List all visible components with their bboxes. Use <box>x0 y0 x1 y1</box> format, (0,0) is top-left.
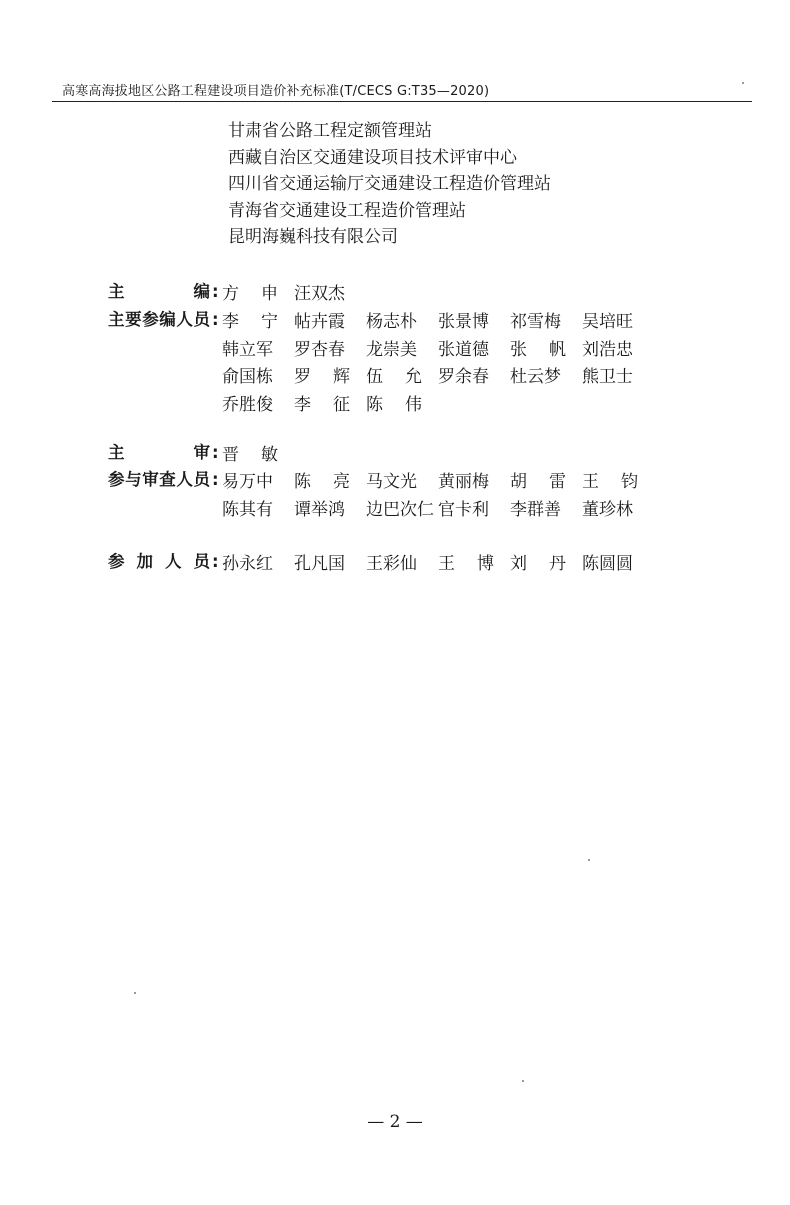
person-name: 李群善 <box>510 499 561 520</box>
role-label <box>108 389 222 417</box>
role-label-char: 参 <box>108 470 125 489</box>
person-name: 王 钧 <box>582 472 638 493</box>
person-name: 罗杏春 <box>294 339 345 360</box>
person-name: 王彩仙 <box>366 554 417 575</box>
person-name: 谭举鸿 <box>294 499 345 520</box>
role-label-char: 编 <box>193 282 210 301</box>
person-name: 方 申 <box>222 284 278 305</box>
person-name: 俞国栋 <box>222 367 273 388</box>
name-list <box>222 549 654 574</box>
role-label-char: 参 <box>142 310 159 329</box>
person-name: 张 帆 <box>510 339 566 360</box>
role-label <box>108 439 222 467</box>
role-label-char: 员 <box>193 470 210 489</box>
person-name: 汪双杰 <box>294 284 345 305</box>
person-name: 帖卉霞 <box>294 312 345 333</box>
role-label <box>108 361 222 389</box>
role-row <box>108 494 654 522</box>
role-label <box>108 278 222 306</box>
role-block <box>108 439 294 467</box>
role-label-char: 审 <box>193 443 210 462</box>
role-label-char: 人 <box>176 470 193 489</box>
scan-speck <box>522 1080 524 1082</box>
role-block <box>108 466 654 521</box>
role-label-colon: : <box>212 552 219 571</box>
role-label-colon: : <box>212 470 219 489</box>
role-label-char: 编 <box>159 310 176 329</box>
person-name: 乔胜俊 <box>222 394 273 415</box>
person-name: 熊卫士 <box>582 367 633 388</box>
organization-item: 青海省交通建设工程造价管理站 <box>228 200 466 221</box>
role-row <box>108 548 654 576</box>
name-list <box>222 390 438 415</box>
name-list <box>222 440 294 465</box>
person-name: 吴培旺 <box>582 312 633 333</box>
scan-speck <box>134 992 136 994</box>
role-block <box>108 306 654 416</box>
name-list <box>222 362 654 387</box>
person-name: 李 征 <box>294 394 350 415</box>
header-rule <box>52 101 752 102</box>
role-label-char: 审 <box>142 470 159 489</box>
name-list <box>222 335 654 360</box>
name-list <box>222 279 366 304</box>
role-label-char: 员 <box>193 552 210 571</box>
role-row <box>108 306 654 334</box>
name-list <box>222 467 654 492</box>
role-label-char: 人 <box>176 310 193 329</box>
person-name: 董珍林 <box>582 499 633 520</box>
role-row <box>108 278 366 306</box>
person-name: 韩立军 <box>222 339 273 360</box>
person-name: 罗 辉 <box>294 367 350 388</box>
role-label-char: 主 <box>108 310 125 329</box>
role-block <box>108 278 366 306</box>
role-label-char: 主 <box>108 282 125 301</box>
role-row <box>108 389 654 417</box>
person-name: 王 博 <box>438 554 494 575</box>
role-label <box>108 548 222 576</box>
organization-item: 西藏自治区交通建设项目技术评审中心 <box>228 147 517 168</box>
organization-item: 昆明海巍科技有限公司 <box>228 227 398 247</box>
name-list <box>222 495 654 520</box>
person-name: 陈 伟 <box>366 394 422 415</box>
person-name: 罗余春 <box>438 367 489 388</box>
person-name: 张道德 <box>438 339 489 360</box>
name-list <box>222 307 654 332</box>
role-row <box>108 466 654 494</box>
scan-speck <box>742 82 744 84</box>
role-label-char: 人 <box>165 552 182 571</box>
person-name: 孔凡国 <box>294 554 345 575</box>
person-name: 陈其有 <box>222 499 273 520</box>
role-label-char: 加 <box>136 552 153 571</box>
role-label-char: 要 <box>125 310 142 329</box>
person-name: 刘浩忠 <box>582 339 633 360</box>
person-name: 晋 敏 <box>222 445 278 466</box>
person-name: 孙永红 <box>222 554 273 575</box>
role-label-char: 主 <box>108 443 125 462</box>
scan-speck <box>588 859 590 861</box>
role-row <box>108 361 654 389</box>
person-name: 伍 允 <box>366 367 422 388</box>
organization-item: 甘肃省公路工程定额管理站 <box>228 121 432 141</box>
role-label <box>108 334 222 362</box>
role-label-colon: : <box>212 310 219 329</box>
person-name: 祁雪梅 <box>510 312 561 333</box>
person-name: 胡 雷 <box>510 472 566 493</box>
role-label-colon: : <box>212 443 219 462</box>
person-name: 杨志朴 <box>366 312 417 333</box>
person-name: 马文光 <box>366 472 417 493</box>
person-name: 易万中 <box>222 472 273 493</box>
role-label-char: 员 <box>193 310 210 329</box>
role-label <box>108 306 222 334</box>
person-name: 官卡利 <box>438 499 489 520</box>
page-number: — 2 — <box>367 1112 423 1132</box>
organization-list <box>228 118 551 251</box>
person-name: 陈圆圆 <box>582 554 633 575</box>
person-name: 张景博 <box>438 312 489 333</box>
person-name: 刘 丹 <box>510 554 566 575</box>
role-row <box>108 334 654 362</box>
person-name: 黄丽梅 <box>438 472 489 493</box>
role-block <box>108 548 654 576</box>
organization-item: 四川省交通运输厅交通建设工程造价管理站 <box>228 174 551 194</box>
role-row <box>108 439 294 467</box>
role-label-char: 与 <box>125 470 142 489</box>
role-label-char: 查 <box>159 470 176 489</box>
role-label-char: 参 <box>108 552 125 571</box>
role-label-colon: : <box>212 282 219 301</box>
person-name: 龙崇美 <box>366 339 417 360</box>
person-name: 边巴次仁 <box>366 499 434 520</box>
running-header: 高寒高海拔地区公路工程建设项目造价补充标准(T/CECS G:T35—2020) <box>62 84 490 99</box>
person-name: 杜云梦 <box>510 367 561 388</box>
person-name: 李 宁 <box>222 312 278 333</box>
role-label <box>108 494 222 522</box>
role-label <box>108 466 222 494</box>
person-name: 陈 亮 <box>294 472 350 493</box>
